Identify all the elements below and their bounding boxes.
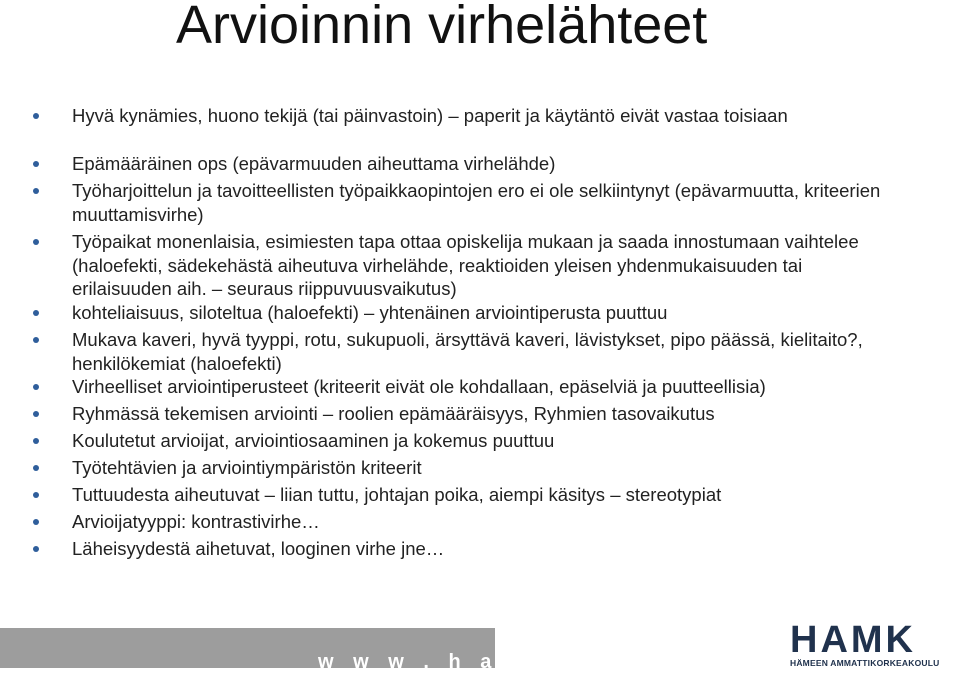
- bullet-icon: [33, 161, 39, 167]
- list-item-text: Koulutetut arvioijat, arviointiosaaminen ja kokemus puuttuu: [72, 430, 555, 451]
- list-item-text: Virheelliset arviointiperusteet (kriteerit eivät ole kohdallaan, epäselviä ja puutteellisia): [72, 376, 766, 397]
- logo-subtitle: HÄMEEN AMMATTIKORKEAKOULU: [790, 658, 940, 668]
- slide-title: Arvioinnin virhelähteet: [176, 0, 708, 55]
- logo-wordmark: HAMK: [790, 619, 916, 661]
- list-item-text: Läheisyydestä aihetuvat, looginen virhe jne…: [72, 538, 445, 559]
- bullet-icon: [33, 113, 39, 119]
- bullet-icon: [33, 438, 39, 444]
- list-item-text: Työtehtävien ja arviointiympäristön kriteerit: [72, 457, 422, 478]
- list-item-text: Hyvä kynämies, huono tekijä (tai päinvastoin) – paperit ja käytäntö eivät vastaa toisiaan: [72, 105, 788, 126]
- bullet-icon: [33, 310, 39, 316]
- list-item-text: Tuttuudesta aiheutuvat – liian tuttu, johtajan poika, aiempi käsitys – stereotypiat: [72, 484, 722, 505]
- list-item-text: Mukava kaveri, hyvä tyyppi, rotu, sukupuoli, ärsyttävä kaveri, lävistykset, pipo päässä, kielitaito?, henkilökemiat (haloefekti): [72, 329, 863, 374]
- hamk-logo: [790, 620, 950, 668]
- list-item-text: Työpaikat monenlaisia, esimiesten tapa ottaa opiskelija mukaan ja saada innostumaan vaihtelee (haloefekti, sädekehästä aiheutuva virhelähde, reaktioiden yleisen yhdenmukaisuuden tai erilaisuuden aih. – seuraus riippuvuusvaikutus): [72, 231, 859, 299]
- bullet-icon: [33, 519, 39, 525]
- bullet-icon: [33, 188, 39, 194]
- list-item-text: Arvioijatyyppi: kontrastivirhe…: [72, 511, 320, 532]
- bullet-icon: [33, 465, 39, 471]
- bullet-icon: [33, 411, 39, 417]
- list-item-text: Epämääräinen ops (epävarmuuden aiheuttama virhelähde): [72, 153, 556, 174]
- list-item-text: Ryhmässä tekemisen arviointi – roolien epämääräisyys, Ryhmien tasovaikutus: [72, 403, 715, 424]
- list-item-text: Työharjoittelun ja tavoitteellisten työpaikkaopintojen ero ei ole selkiintynyt (epävarmuutta, kriteerien muuttamisvirhe): [72, 180, 881, 225]
- bullet-icon: [33, 546, 39, 552]
- footer-url: w w w . h a m k . f i: [318, 651, 643, 673]
- list-item-text: kohteliaisuus, siloteltua (haloefekti) – yhtenäinen arviointiperusta puuttuu: [72, 302, 668, 323]
- bullet-icon: [33, 239, 39, 245]
- bullet-icon: [33, 492, 39, 498]
- bullet-icon: [33, 384, 39, 390]
- bullet-icon: [33, 337, 39, 343]
